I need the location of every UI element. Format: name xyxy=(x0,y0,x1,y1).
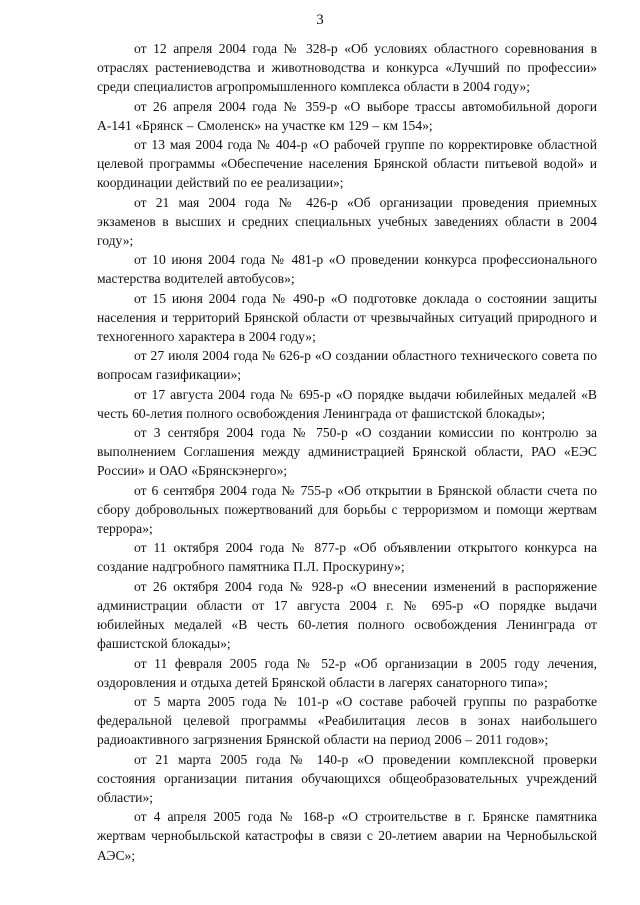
list-item: от 4 апреля 2005 года № 168-р «О строительстве в г. Брянске памятника жертвам чернобыльской катастрофы в связи с 20-летием аварии на Чернобыльской АЭС»; xyxy=(97,809,597,863)
list-item: от 21 мая 2004 года № 426-р «Об организации проведения приемных экзаменов в высших и средних специальных учебных заведениях области в 2004 году»; xyxy=(97,194,597,249)
list-item: от 21 марта 2005 года № 140-р «О проведении комплексной проверки состояния организации питания обучающихся общеобразовательных учреждений области»; xyxy=(97,751,597,805)
list-item: от 12 апреля 2004 года № 328-р «Об условиях областного соревнования в отраслях растениеводства и животноводства и конкурса «Лучший по профессии» среди специалистов агропромышленного комплекса области в 2004 году»; xyxy=(97,41,597,95)
list-item: от 11 октября 2004 года № 877-р «Об объявлении открытого конкурса на создание надгробного памятника П.Л. Проскурину»; xyxy=(97,540,597,575)
list-item: от 13 мая 2004 года № 404-р «О рабочей группе по корректировке областной целевой программы «Обеспечение населения Брянской области питьевой водой» и координации действий по ее реализации»; xyxy=(97,137,597,191)
list-item: от 6 сентября 2004 года № 755-р «Об открытии в Брянской области счета по сбору добровольных пожертвований для борьбы с терроризмом и помощи жертвам террора»; xyxy=(97,482,597,537)
list-item: от 27 июля 2004 года № 626-р «О создании областного технического совета по вопросам газификации»; xyxy=(97,348,597,383)
list-item: от 15 июня 2004 года № 490-р «О подготовке доклада о состоянии защиты населения и территорий Брянской области от чрезвычайных ситуаций природного и техногенного характера в 2004 году»; xyxy=(97,290,597,345)
list-item: от 5 марта 2005 года № 101-р «О составе рабочей группы по разработке федеральной целевой программы «Реабилитация лесов в зонах наибольшего радиоактивного загрязнения Брянской области на период 2006 – 2011 годов»; xyxy=(97,693,597,748)
list-item: от 26 апреля 2004 года № 359-р «О выборе трассы автомобильной дороги А-141 «Брянск – Смоленск» на участке км 129 – км 154»; xyxy=(97,98,597,133)
list-item: от 3 сентября 2004 года № 750-р «О создании комиссии по контролю за выполнением Соглашения между администрацией Брянской области, РАО «ЕЭС России» и ОАО «Брянскэнерго»; xyxy=(97,425,597,479)
list-item: от 11 февраля 2005 года № 52-р «Об организации в 2005 году лечения, оздоровления и отдыха детей Брянской области в лагерях санаторного типа»; xyxy=(97,655,597,690)
list-item: от 10 июня 2004 года № 481-р «О проведении конкурса профессионального мастерства водителей автобусов»; xyxy=(97,252,597,287)
decree-list xyxy=(97,39,597,865)
list-item: от 17 августа 2004 года № 695-р «О порядке выдачи юбилейных медалей «В честь 60-летия полного освобождения Ленинграда от фашистской блокады»; xyxy=(97,386,597,421)
page-number: 3 xyxy=(316,12,324,28)
list-item: от 26 октября 2004 года № 928-р «О внесении изменений в распоряжение администрации области от 17 августа 2004 г. № 695-р «О порядке выдачи юбилейных медалей «В честь 60-летия полного освобождения Ленинграда от фашистской блокады»; xyxy=(97,578,597,652)
